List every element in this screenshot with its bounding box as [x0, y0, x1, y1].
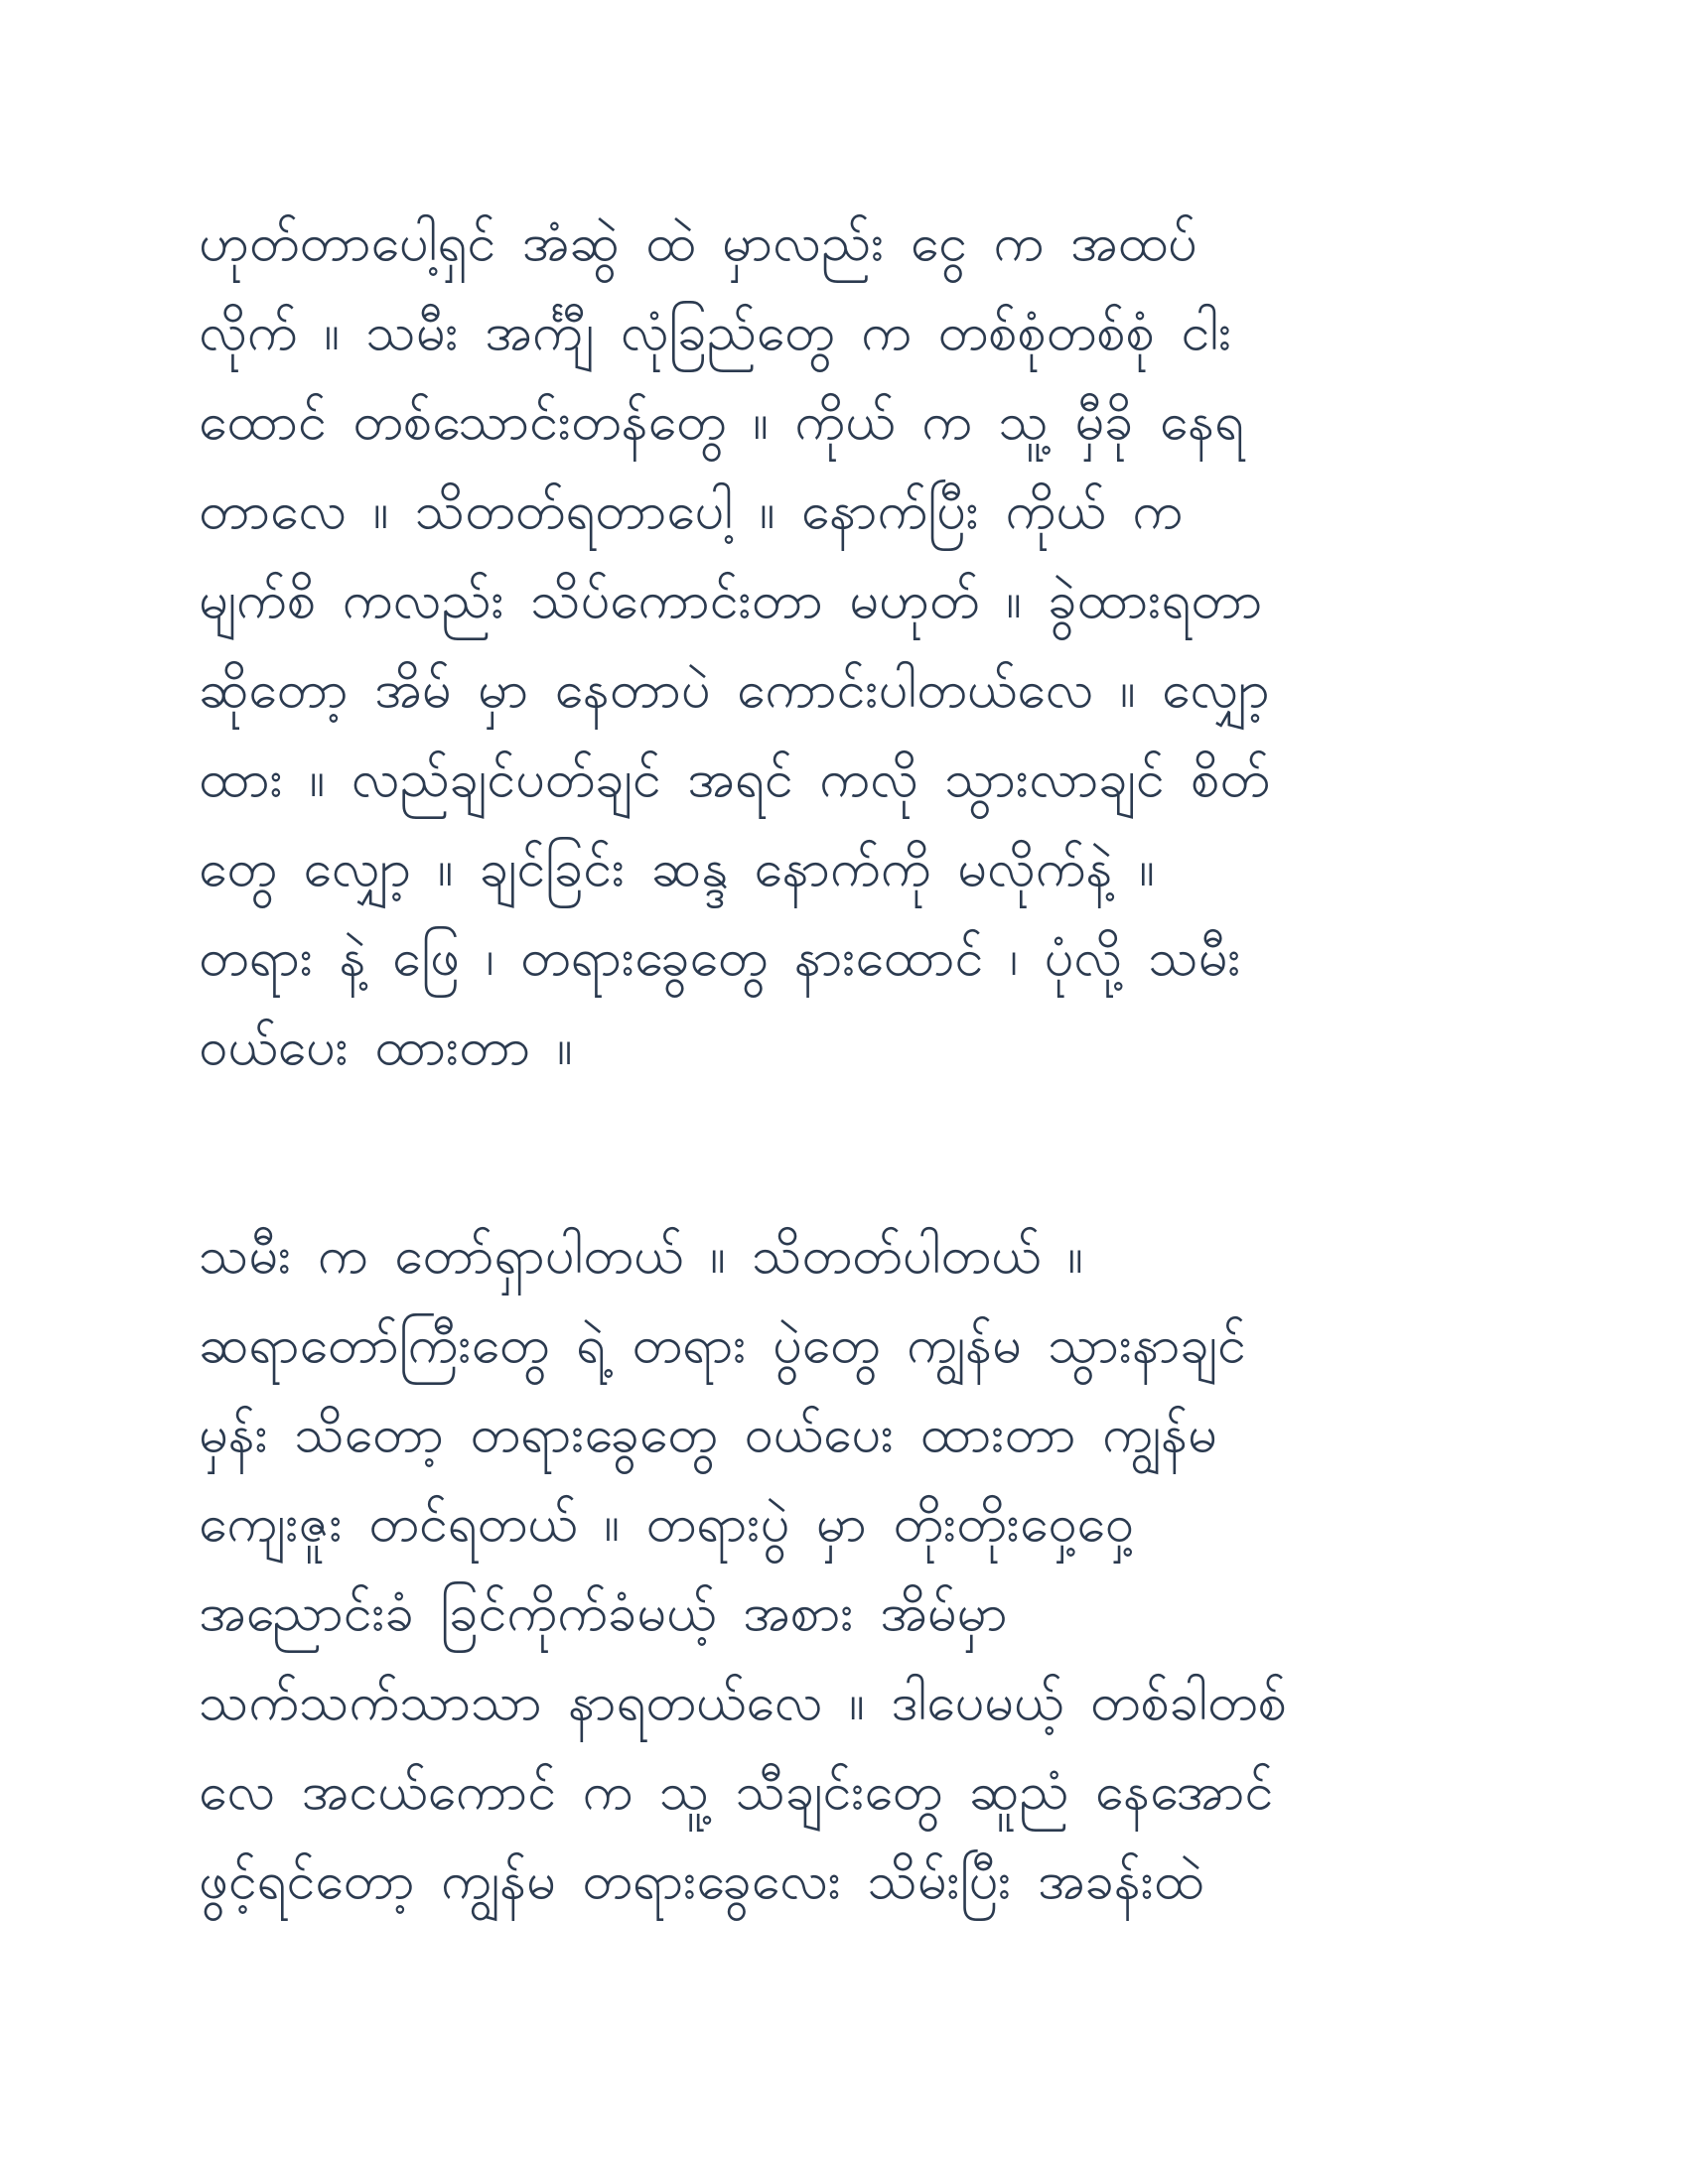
text-line: လိုက် ။ သမီး အင်္ကျီ လုံခြည်တွေ က တစ်စုံတစ်စုံ ငါး: [199, 303, 1232, 362]
text-line: လေ အငယ်ကောင် က သူ့ သီချင်းတွေ ဆူညံ နေအောင်: [199, 1762, 1274, 1822]
text-line: သက်သက်သာသာ နာရတယ်လေ ။ ဒါပေမယ့် တစ်ခါတစ်: [199, 1673, 1287, 1732]
text-line: ဆရာတော်ကြီးတွေ ရဲ့ တရား ပွဲတွေ ကျွန်မ သွားနာချင်: [199, 1315, 1246, 1375]
text-line: တာလေ ။ သိတတ်ရတာပေါ့ ။ နောက်ပြီး ကိုယ် က: [199, 481, 1184, 541]
paragraph-2: [199, 1211, 1509, 1926]
text-line: တွေ လျှော့ ။ ချင်ခြင်း ဆန္ဒ နောက်ကို မလိုက်နဲ့ ။: [199, 839, 1155, 898]
text-line: အညောင်းခံ ခြင်ကိုက်ခံမယ့် အစား အိမ်မှာ: [199, 1583, 1008, 1643]
text-line: ထား ။ လည်ချင်ပတ်ချင် အရင် ကလို သွားလာချင် စိတ်: [199, 750, 1270, 809]
text-line: မှန်း သိတော့ တရားခွေတွေ ဝယ်ပေး ထားတာ ကျွန်မ: [199, 1405, 1217, 1464]
text-line: တရား နဲ့ ဖြေ ၊ တရားခွေတွေ နားထောင် ၊ ပုံလို့ သမီး: [199, 928, 1241, 988]
text-line: သမီး က တော်ရှာပါတယ် ။ သိတတ်ပါတယ် ။: [199, 1226, 1083, 1286]
paragraph-1: [199, 199, 1509, 1092]
text-line: ဖွင့်ရင်တော့ ကျွန်မ တရားခွေလေး သိမ်းပြီး အခန်းထဲ: [199, 1851, 1204, 1911]
text-line: ထောင် တစ်သောင်းတန်တွေ ။ ကိုယ် က သူ့ မှီခို နေရ: [199, 392, 1244, 452]
text-line: ဝယ်ပေး ထားတာ ။: [199, 1018, 573, 1077]
text-line: မျက်စိ ကလည်း သိပ်ကောင်းတာ မဟုတ် ။ ခွဲထားရတာ: [199, 571, 1263, 630]
text-line: ဟုတ်တာပေါ့ရှင် အံဆွဲ ထဲ မှာလည်း ငွေ က အထပ်: [199, 213, 1197, 273]
text-line: ကျေးဇူး တင်ရတယ် ။ တရားပွဲ မှာ တိုးတိုးဝှေ့ဝှေ့: [199, 1494, 1134, 1554]
text-line: ဆိုတော့ အိမ် မှာ နေတာပဲ ကောင်းပါတယ်လေ ။ လျှော့: [199, 660, 1270, 720]
